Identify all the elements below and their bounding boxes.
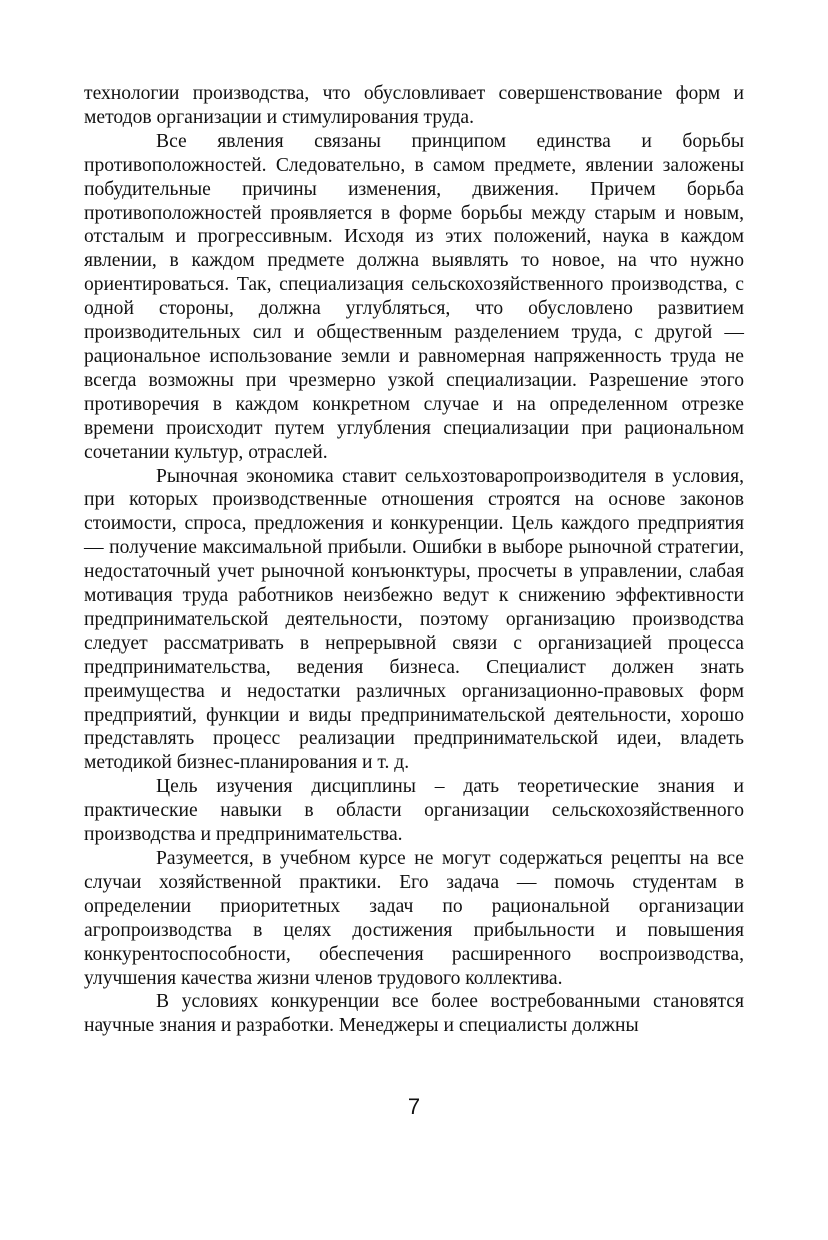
paragraph-4: Цель изучения дисциплины – дать теоретические знания и практические навыки в области организации сельскохозяйственного производства и предпринимательства. xyxy=(84,776,744,846)
paragraph-5: Разумеется, в учебном курсе не могут содержаться рецепты на все случаи хозяйственной практики. Его задача — помочь студентам в определении приоритетных задач по рациональной организации агропроизводства в целях достижения прибыльности и повышения конкурентоспособности, обеспечения расширенного воспроизводства, улучшения качества жизни членов трудового коллектива. xyxy=(84,848,744,989)
paragraph-3: Рыночная экономика ставит сельхозтоваропроизводителя в условия, при которых производственные отношения строятся на основе законов стоимости, спроса, предложения и конкуренции. Цель каждого предприятия — получение максимальной прибыли. Ошибки в выборе рыночной стратегии, недостаточный учет рыночной конъюнктуры, просчеты в управлении, слабая мотивация труда работников неизбежно ведут к снижению эффективности предпринимательской деятельности, поэтому организацию производства следует рассматривать в непрерывной связи с организацией процесса предпринимательства, ведения бизнеса. Специалист должен знать преимущества и недостатки различных организационно-правовых форм предприятий, функции и виды предпринимательской деятельности, хорошо представлять процесс реализации предпринимательской идеи, владеть методикой бизнес-планирования и т. д. xyxy=(84,465,744,774)
page-body xyxy=(84,82,744,1038)
paragraph-6: В условиях конкуренции все более востребованными становятся научные знания и разработки. Менеджеры и специалисты должны xyxy=(84,991,744,1037)
paragraph-1: технологии производства, что обусловливает совершенствование форм и методов организации и стимулирования труда. xyxy=(84,83,744,128)
paragraph-2: Все явления связаны принципом единства и борьбы противоположностей. Следовательно, в самом предмете, явлении заложены побудительные причины изменения, движения. Причем борьба противоположностей проявляется в форме борьбы между старым и новым, отсталым и прогрессивным. Исходя из этих положений, наука в каждом явлении, в каждом предмете должна выявлять то новое, на что нужно ориентироваться. Так, специализация сельскохозяйственного производства, с одной стороны, должна углубляться, что обусловлено развитием производительных сил и общественным разделением труда, с другой — рациональное использование земли и равномерная напряженность труда не всегда возможны при чрезмерно узкой специализации. Разрешение этого противоречия в каждом конкретном случае и на определенном отрезке времени происходит путем углубления специализации при рациональном сочетании культур, отраслей. xyxy=(84,130,744,463)
page-number: 7 xyxy=(407,1094,421,1119)
